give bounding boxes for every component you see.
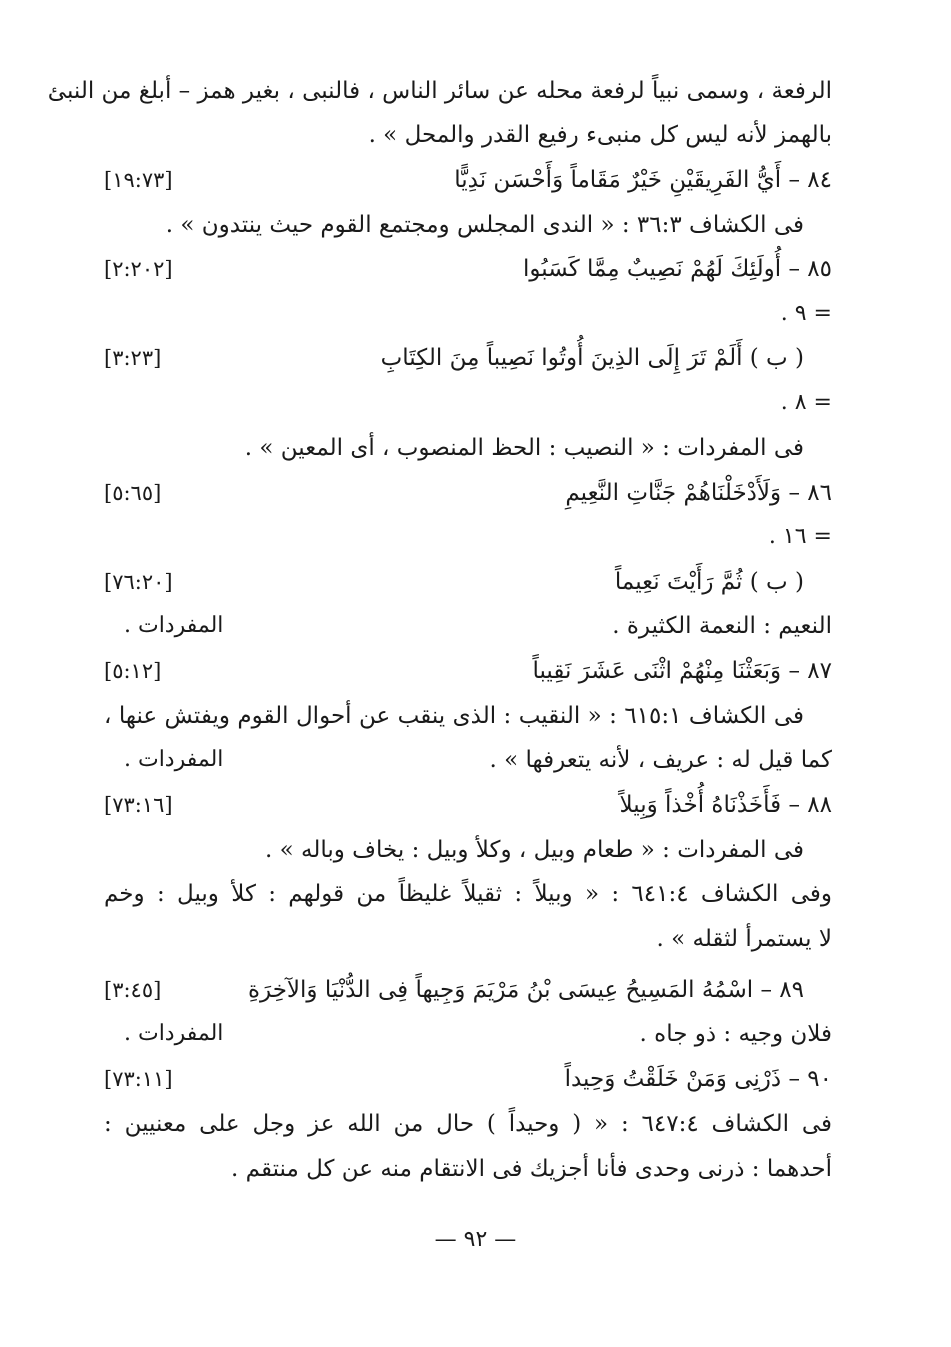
- verse-reference: [٧٦:٢٠]: [104, 570, 173, 594]
- text-line: لا يستمرأ لثقله » .: [656, 926, 832, 952]
- side-note: المفردات .: [124, 747, 224, 772]
- page-number: — ٩٢ —: [434, 1227, 517, 1252]
- text-line: أحدهما : ذرنى وحدى فأنا أجزيك فى الانتقام منه عن كل منتقم .: [231, 1156, 832, 1182]
- verse-90: ٩٠ – ذَرْنِى وَمَنْ خَلَقْتُ وَحِيداً: [564, 1066, 832, 1092]
- text-line: الرفعة ، وسمى نبياً لرفعة محله عن سائر الناس ، فالنبى ، بغير همز – أبلغ من النبئ: [47, 78, 832, 104]
- text-line: كما قيل له : عريف ، لأنه يتعرفها » .: [489, 747, 832, 773]
- text-line: فلان وجيه : ذو جاه .: [639, 1021, 832, 1047]
- text-line: بالهمز لأنه ليس كل منبىء رفيع القدر والمحل » .: [368, 122, 832, 148]
- text-line: وفى الكشاف ٦٤١:٤ : « وبيلاً : ثقيلاً غليظاً من قولهم : كلأ وبيل : وخم: [104, 881, 832, 907]
- verse-84: ٨٤ – أَيُّ الفَرِيقَيْنِ خَيْرٌ مَقَاماً وَأَحْسَن نَدِيًّا: [454, 167, 832, 193]
- verse-85b: ( ب ) أَلَمْ تَرَ إِلَى الذِينَ أُوتُوا نَصِيباً مِنَ الكِتَابِ: [380, 345, 804, 371]
- verse-86b: ( ب ) ثُمَّ رَأَيْتَ نَعِيماً: [614, 569, 804, 595]
- verse-88: ٨٨ – فَأَخَذْنَاهُ أُخْذاً وَبِيلاً: [619, 792, 832, 818]
- verse-85: ٨٥ – أُولَئِكَ لَهُمْ نَصِيبٌ مِمَّا كَسَبُوا: [522, 256, 832, 282]
- verse-reference: [٣:٢٣]: [104, 346, 162, 370]
- text-line: فى الكشاف ٦٤٧:٤ : « ( وحيداً ) حال من الله عز وجل على معنيين :: [104, 1111, 832, 1137]
- verse-reference: [٣:٤٥]: [104, 978, 162, 1002]
- verse-reference: [٧٣:١٦]: [104, 793, 173, 817]
- verse-reference: [٢:٢٠٢]: [104, 257, 173, 281]
- equals-note: = ٨ .: [780, 390, 832, 415]
- text-line: النعيم : النعمة الكثيرة .: [612, 613, 832, 639]
- text-line: فى الكشاف ٦١٥:١ : « النقيب : الذى ينقب عن أحوال القوم ويفتش عنها ،: [104, 703, 804, 729]
- side-note: المفردات .: [124, 1021, 224, 1046]
- side-note: المفردات .: [124, 613, 224, 638]
- verse-87: ٨٧ – وَبَعَثْنَا مِنْهُمْ اثْنَى عَشَرَ نَقِيباً: [532, 658, 832, 684]
- verse-89: ٨٩ – اسْمُهُ المَسِيحُ عِيسَى بْنُ مَرْيَمَ وَجِيهاً فِى الدُّنْيَا وَالآخِرَةِ: [247, 977, 804, 1003]
- equals-note: = ٩ .: [780, 301, 832, 326]
- equals-note: = ١٦ .: [768, 524, 832, 549]
- verse-reference: [٥:٦٥]: [104, 481, 162, 505]
- text-line: فى الكشاف ٣٦:٣ : « الندى المجلس ومجتمع القوم حيث ينتدون » .: [165, 212, 804, 238]
- verse-reference: [٥:١٢]: [104, 659, 162, 683]
- text-line: فى المفردات : « طعام وبيل ، وكلأ وبيل : يخاف وباله » .: [264, 837, 804, 863]
- text-line: فى المفردات : « النصيب : الحظ المنصوب ، أى المعين » .: [244, 435, 804, 461]
- verse-86: ٨٦ – وَلَأَدْخَلْنَاهُمْ جَنَّاتِ النَّعِيمِ: [565, 480, 832, 506]
- verse-reference: [٧٣:١١]: [104, 1067, 173, 1091]
- verse-reference: [١٩:٧٣]: [104, 168, 173, 192]
